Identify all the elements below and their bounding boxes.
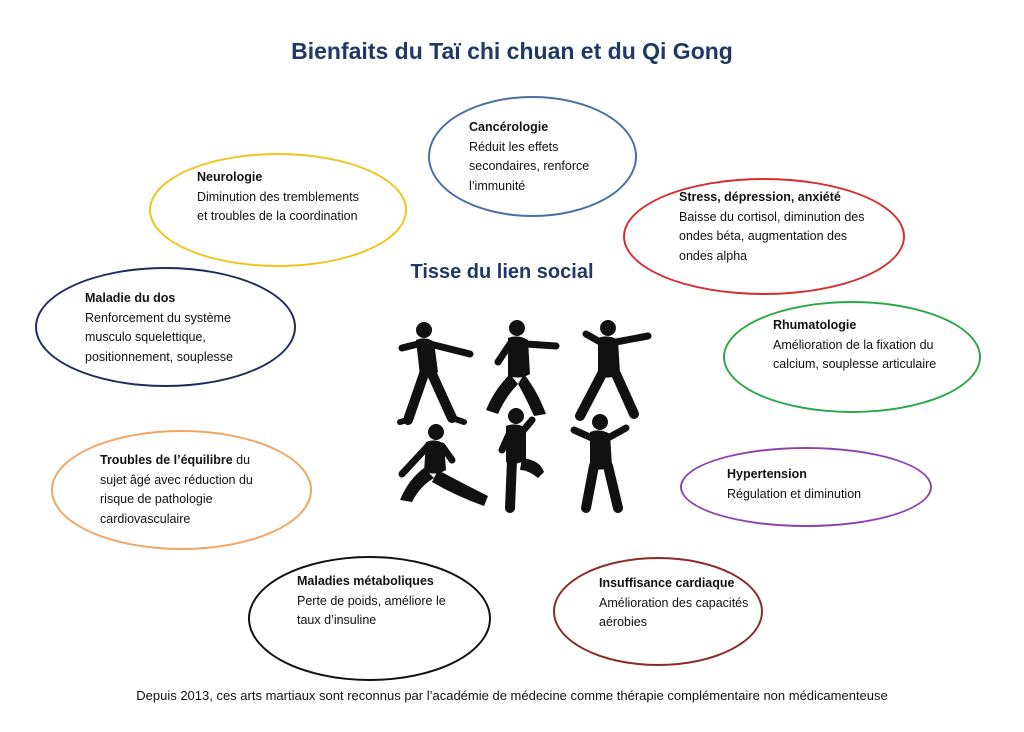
figure-6	[574, 414, 626, 508]
text-neurologie	[197, 168, 367, 227]
figure-1	[400, 322, 470, 422]
body-equilibre: sujet âgé avec réduction du risque de pathologie cardiovasculaire	[100, 472, 253, 526]
tai-chi-silhouettes	[380, 310, 670, 515]
body-cancerologie: Réduit les effets secondaires, renforce l’immunité	[469, 139, 590, 193]
figure-4	[400, 424, 488, 506]
text-dos	[85, 289, 265, 367]
text-hypertension	[727, 465, 897, 504]
text-cardiaque	[599, 574, 749, 633]
heading-hypertension: Hypertension	[727, 467, 807, 481]
body-stress: Baisse du cortisol, diminution des ondes béta, augmentation des ondes alpha	[679, 209, 865, 263]
figure-2	[486, 320, 556, 416]
figure-5	[502, 408, 544, 508]
text-equilibre	[100, 451, 280, 529]
center-label: Tisse du lien social	[410, 261, 594, 283]
heading-equilibre: Troubles de l’équilibre	[100, 453, 233, 467]
figure-3	[580, 320, 648, 416]
body-rhumatologie: Amélioration de la fixation du calcium, souplesse articulaire	[773, 337, 937, 371]
text-rhumatologie	[773, 316, 943, 375]
body-neurologie: Diminution des tremblements et troubles de la coordination	[197, 189, 359, 223]
text-cancerologie	[469, 118, 619, 196]
heading-rhumatologie: Rhumatologie	[773, 318, 857, 332]
body-metaboliques: Perte de poids, améliore le taux d’insuline	[297, 593, 446, 627]
heading-dos: Maladie du dos	[85, 291, 176, 305]
heading-neurologie: Neurologie	[197, 170, 263, 184]
footer-note: Depuis 2013, ces arts martiaux sont reconnus par l’académie de médecine comme thérapie complémentaire non médicamenteuse	[136, 688, 888, 703]
heading-suffix-equilibre: du	[232, 453, 251, 467]
heading-cardiaque: Insuffisance cardiaque	[599, 576, 735, 590]
text-metaboliques	[297, 572, 467, 631]
body-hypertension: Régulation et diminution	[727, 486, 862, 501]
body-cardiaque: Amélioration des capacités aérobies	[599, 595, 749, 629]
heading-cancerologie: Cancérologie	[469, 120, 549, 134]
heading-metaboliques: Maladies métaboliques	[297, 574, 434, 588]
heading-line-equilibre	[100, 453, 250, 467]
page-title: Bienfaits du Taï chi chuan et du Qi Gong	[291, 38, 733, 64]
heading-stress: Stress, dépression, anxiété	[679, 190, 841, 204]
text-stress	[679, 188, 879, 266]
body-dos: Renforcement du système musculo squelettique, positionnement, souplesse	[85, 310, 234, 364]
